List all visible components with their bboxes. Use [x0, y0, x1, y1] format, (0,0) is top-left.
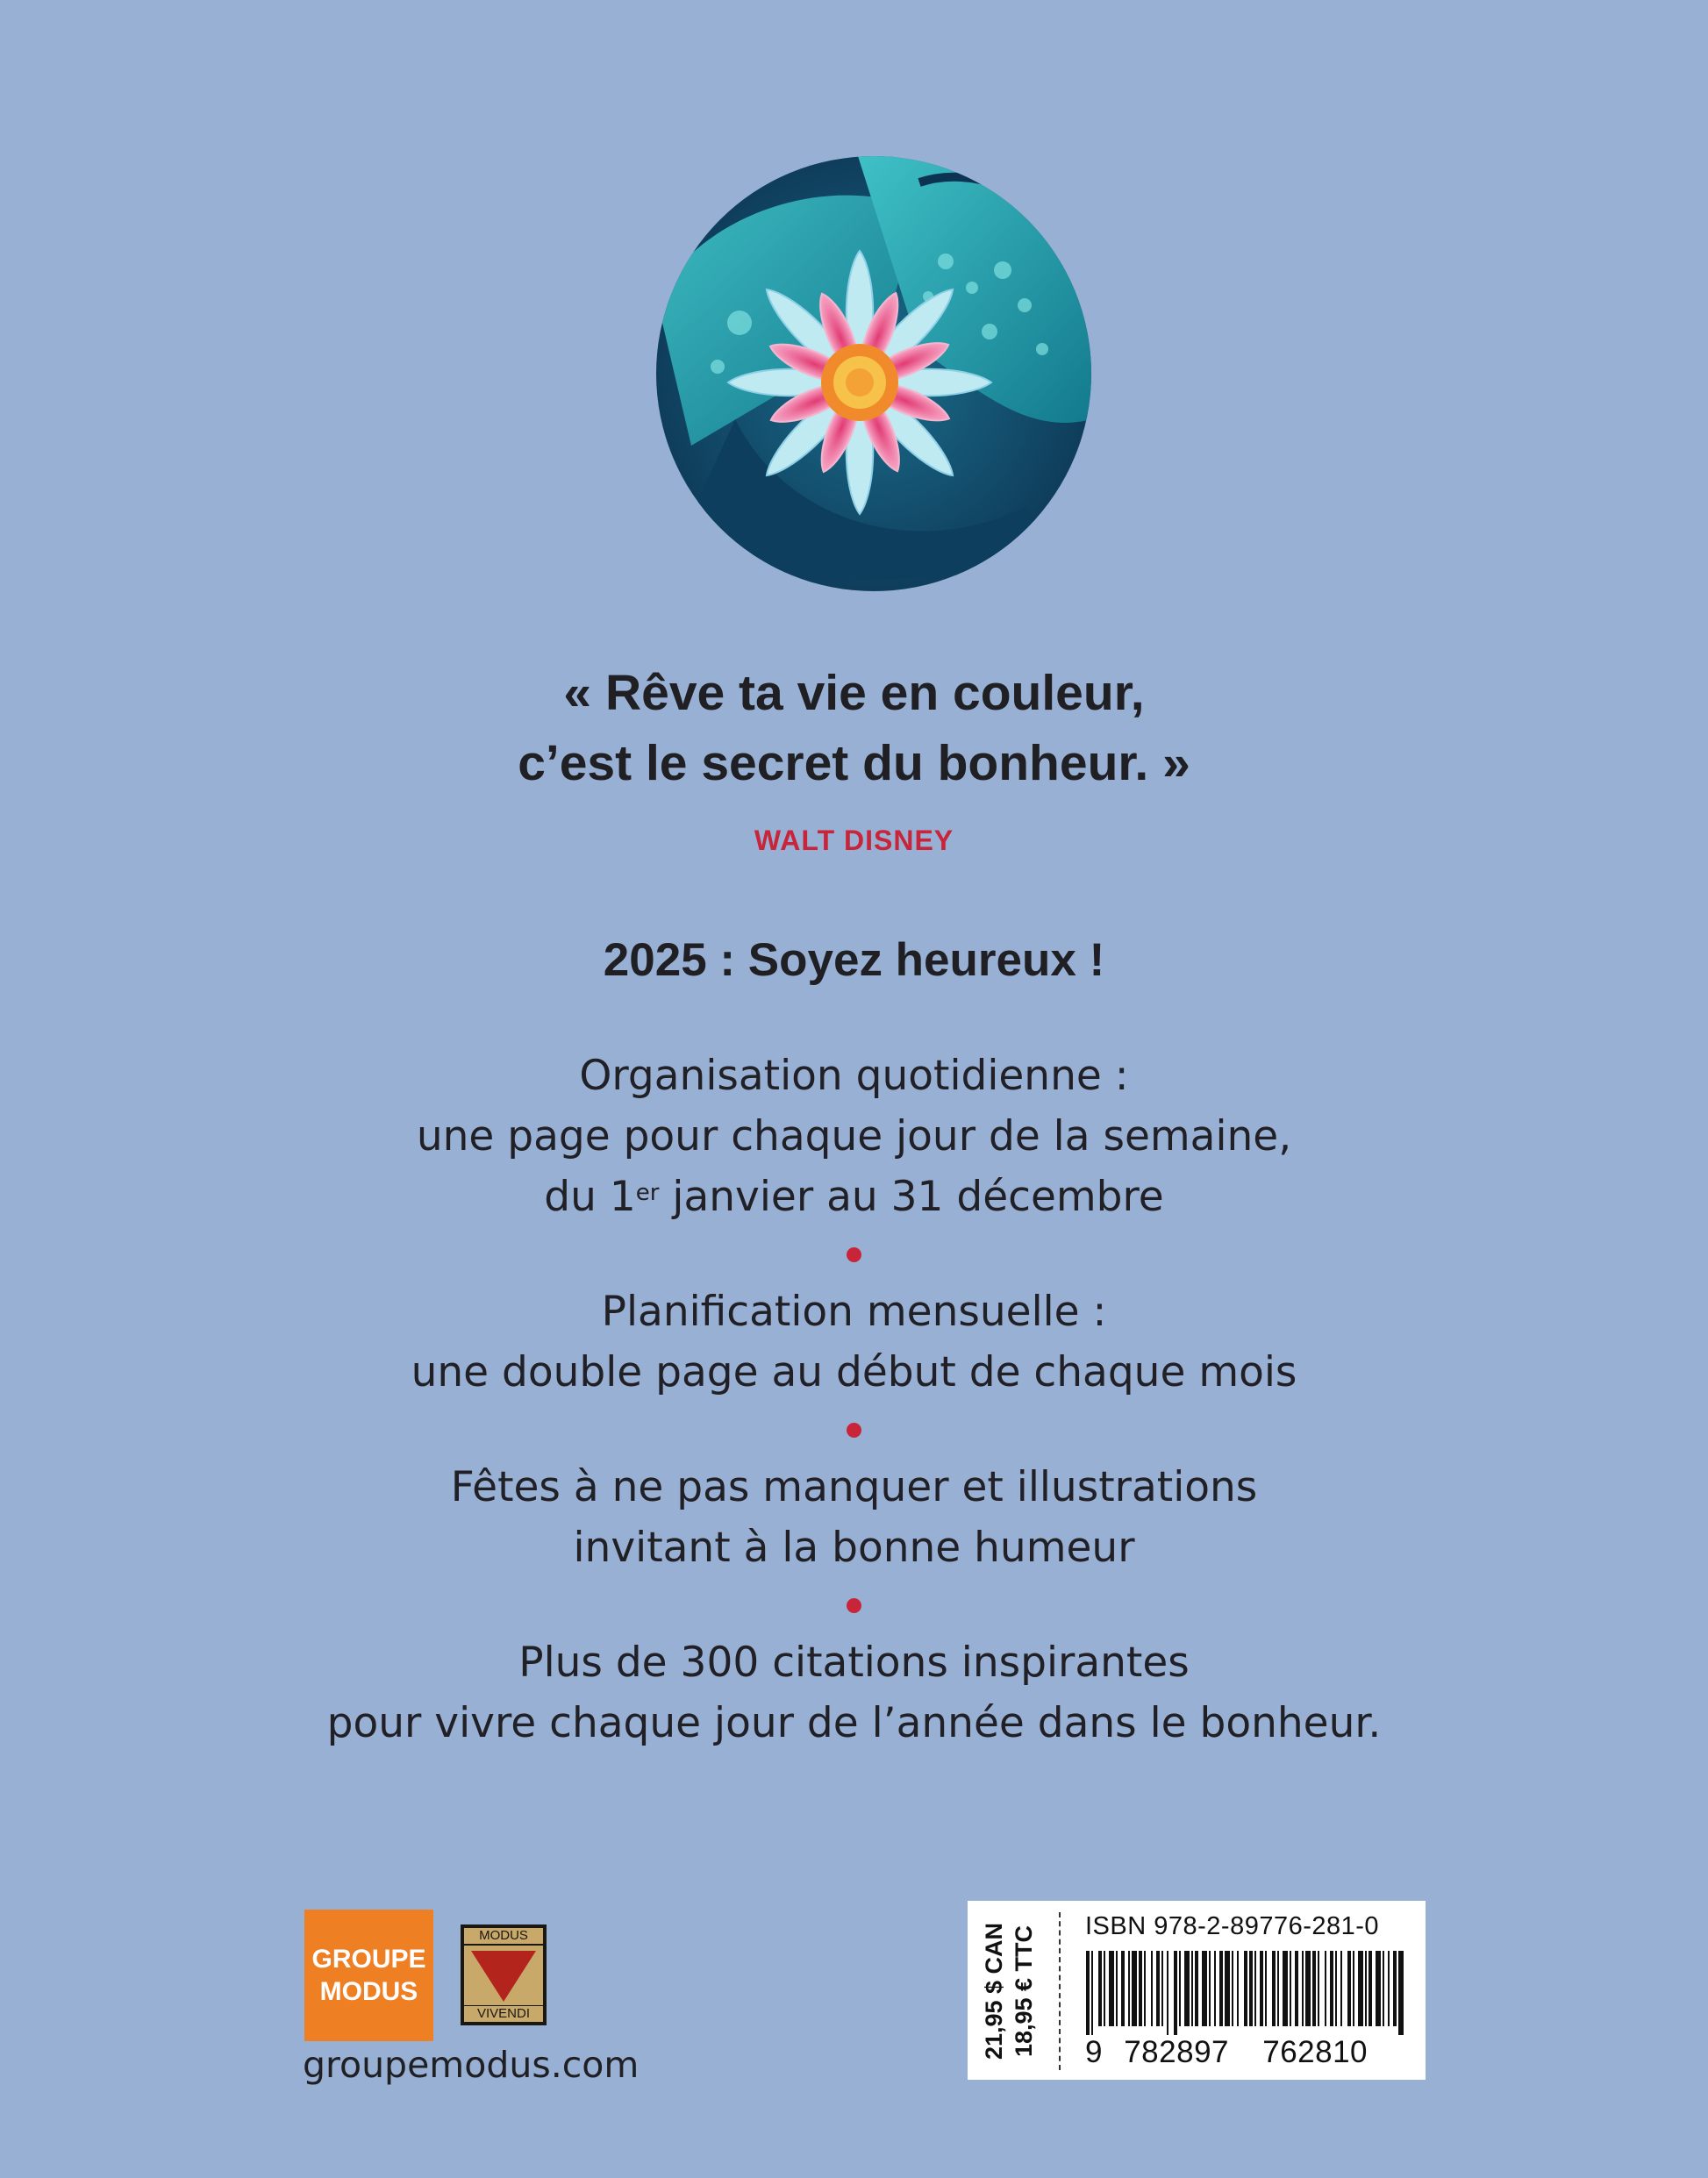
barcode-bar	[1254, 1951, 1256, 2026]
barcode-bar	[1365, 1951, 1367, 2026]
feature-line	[0, 1167, 1708, 1227]
groupe-modus-logo	[304, 1910, 433, 2041]
feature-line: Plus de 300 citations inspirantes	[518, 1639, 1190, 1687]
water-lily-photo	[656, 156, 1091, 591]
feature-line: Fêtes à ne pas manquer et illustrations	[450, 1463, 1258, 1511]
barcode-bar	[1283, 1951, 1288, 2026]
bullet-separator	[847, 1247, 861, 1262]
barcode-bar	[1179, 1951, 1181, 2026]
logo-text: GROUPE	[311, 1945, 426, 1974]
barcode-bar	[1191, 1951, 1193, 2026]
barcode-bar	[1305, 1951, 1311, 2026]
feature-item	[0, 1046, 1708, 1227]
barcode-bar	[1144, 1951, 1146, 2026]
feature-line: invitant à la bonne humeur	[573, 1524, 1135, 1572]
feature-line: une double page au début de chaque mois	[411, 1348, 1297, 1396]
barcode-bar	[1347, 1951, 1351, 2026]
barcode-bar	[1195, 1951, 1198, 2026]
barcode-bar	[1109, 1951, 1114, 2026]
feature-line: Organisation quotidienne :	[579, 1052, 1129, 1100]
feature-line: Planification mensuelle :	[601, 1288, 1107, 1336]
barcode-bar	[1290, 1951, 1291, 2026]
imprint-text: MODUS	[464, 1928, 543, 1944]
barcode-bar	[1353, 1951, 1354, 2026]
headline: 2025 : Soyez heureux !	[603, 934, 1105, 986]
bullet-separator	[847, 1598, 861, 1613]
imprint-text: VIVENDI	[464, 2006, 543, 2022]
ean-first-digit: 9	[1085, 2035, 1103, 2069]
barcode-bar	[1312, 1951, 1316, 2026]
barcode-bar	[1318, 1951, 1319, 2026]
barcode-bar	[1330, 1951, 1333, 2026]
barcode-bar	[1383, 1951, 1384, 2026]
isbn-label: ISBN 978-2-89776-281-0	[1085, 1912, 1380, 1940]
quote-author: WALT DISNEY	[754, 825, 954, 856]
barcode-bar	[1121, 1951, 1125, 2026]
barcode-bar	[1219, 1951, 1223, 2026]
barcode-bar	[1225, 1951, 1230, 2026]
barcode-bar	[1128, 1951, 1130, 2026]
barcode-bar	[1174, 1951, 1177, 2035]
barcode-bar	[1249, 1951, 1253, 2026]
barcode	[1086, 1951, 1404, 2035]
barcode-bar	[1325, 1951, 1326, 2026]
feature-list	[0, 1046, 1708, 1753]
barcode-bar	[1086, 1951, 1090, 2035]
barcode-bar	[1340, 1951, 1342, 2026]
feature-line: pour vivre chaque jour de l’année dans le bonheur.	[326, 1699, 1382, 1747]
quote	[0, 658, 1708, 798]
barcode-bar	[1265, 1951, 1267, 2026]
feature-text: janvier au 31 décembre	[659, 1173, 1164, 1221]
barcode-bar	[1335, 1951, 1337, 2026]
feature-item	[0, 1282, 1708, 1403]
logo-text: MODUS	[319, 1977, 418, 2006]
modus-vivendi-logo	[461, 1924, 547, 2025]
barcode-bar	[1295, 1951, 1298, 2026]
ean-digits	[1085, 2035, 1368, 2070]
barcode-bar	[1167, 1951, 1168, 2035]
price-eur: 18,95 € TTC	[1011, 1924, 1037, 2058]
barcode-bar	[1237, 1951, 1239, 2026]
price-text	[979, 1912, 1042, 2070]
barcode-bar	[1376, 1951, 1381, 2026]
barcode-bar	[1260, 1951, 1263, 2026]
barcode-bar	[1388, 1951, 1390, 2026]
barcode-bar	[1302, 1951, 1304, 2026]
ordinal-suffix: er	[635, 1180, 660, 1206]
barcode-bar	[1369, 1951, 1372, 2026]
bullet-separator	[847, 1423, 861, 1438]
feature-text: du 1	[544, 1173, 636, 1221]
barcode-bar	[1156, 1951, 1160, 2026]
barcode-bar	[1209, 1951, 1211, 2026]
feature-item	[0, 1632, 1708, 1753]
ean-right-group: 762810	[1262, 2035, 1369, 2069]
barcode-bar	[1398, 1951, 1404, 2035]
ean-left-group: 782897	[1124, 2035, 1229, 2069]
barcode-bar	[1202, 1951, 1207, 2026]
barcode-bar	[1132, 1951, 1137, 2026]
website-link[interactable]: groupemodus.com	[303, 2044, 640, 2086]
barcode-bar	[1184, 1951, 1190, 2026]
price-can: 21,95 $ CAN	[981, 1922, 1007, 2060]
quote-line: c’est le secret du bonheur. »	[518, 735, 1190, 791]
feature-item	[0, 1457, 1708, 1578]
barcode-bar	[1214, 1951, 1216, 2026]
barcode-bar	[1272, 1951, 1276, 2026]
barcode-bar	[1358, 1951, 1363, 2026]
feature-line: une page pour chaque jour de la semaine,	[416, 1112, 1292, 1160]
barcode-bar	[1161, 1951, 1163, 2026]
barcode-bar	[1116, 1951, 1118, 2026]
barcode-bar	[1098, 1951, 1102, 2026]
barcode-bar	[1244, 1951, 1247, 2026]
barcode-bar	[1393, 1951, 1397, 2026]
barcode-bar	[1104, 1951, 1105, 2026]
barcode-bar	[1139, 1951, 1142, 2026]
quote-line: « Rêve ta vie en couleur,	[563, 665, 1145, 721]
dashed-divider	[1059, 1912, 1061, 2070]
barcode-bar	[1151, 1951, 1153, 2026]
imprint-emblem-icon	[464, 1946, 543, 2005]
barcode-bar	[1277, 1951, 1279, 2026]
barcode-bar	[1091, 1951, 1093, 2035]
price-block	[979, 1912, 1042, 2070]
barcode-bar	[1232, 1951, 1233, 2026]
